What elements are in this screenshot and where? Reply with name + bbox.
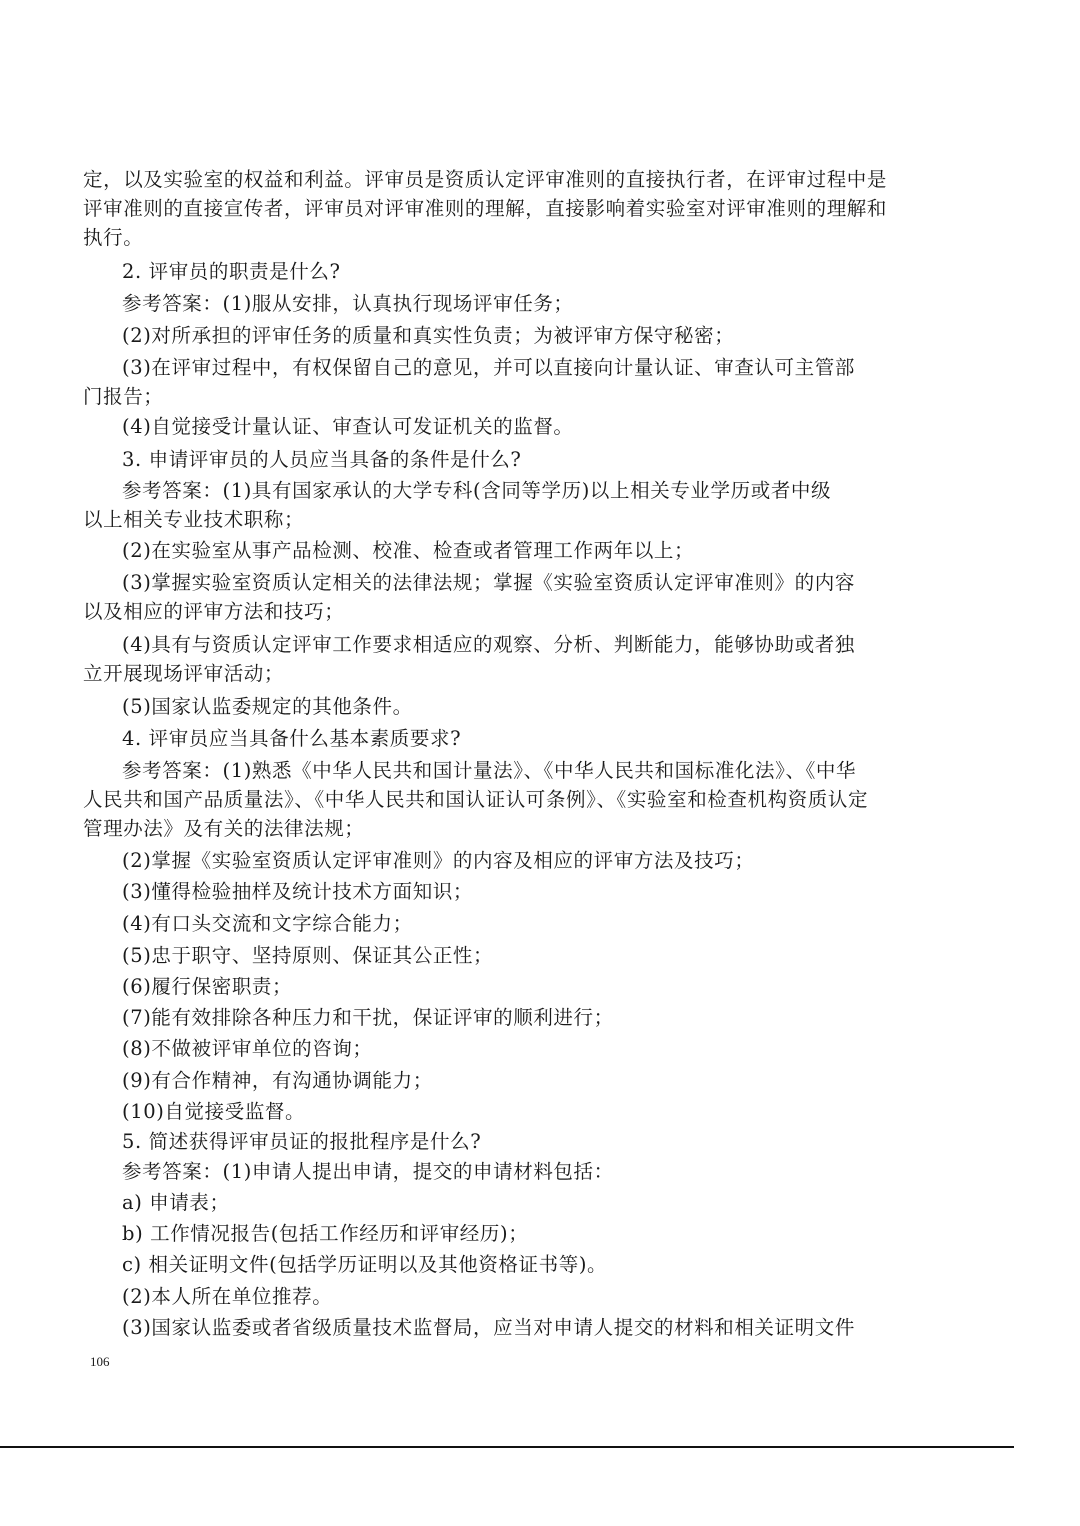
list-item: (9)有合作精神，有沟通协调能力； [122,1069,433,1092]
page-number: 106 [90,1354,110,1369]
list-item: (3)懂得检验抽样及统计技术方面知识； [122,880,474,903]
list-item: (4)有口头交流和文字综合能力； [122,912,413,935]
text-line: 人民共和国产品质量法》、《中华人民共和国认证认可条例》、《实验室和检查机构资质认定 [83,788,869,811]
text-line: 执行。 [83,226,144,249]
question-heading: 4. 评审员应当具备什么基本素质要求? [122,727,462,750]
list-item: (8)不做被评审单位的咨询； [122,1037,373,1060]
list-item: (6)履行保密职责； [122,975,293,998]
sub-item: b) 工作情况报告(包括工作经历和评审经历)； [122,1222,529,1245]
text-line: 立开展现场评审活动； [83,662,285,685]
list-item: (2)掌握《实验室资质认定评审准则》的内容及相应的评审方法及技巧； [122,849,755,872]
footer-divider [0,1446,1014,1448]
sub-item: a) 申请表； [122,1191,230,1214]
text-line: 定，以及实验室的权益和利益。评审员是资质认定评审准则的直接执行者，在评审过程中是 [83,168,888,191]
list-item: (2)对所承担的评审任务的质量和真实性负责；为被评审方保守秘密； [122,324,735,347]
list-item: (5)国家认监委规定的其他条件。 [122,695,413,718]
text-line: 以上相关专业技术职称； [83,508,305,531]
question-heading: 3. 申请评审员的人员应当具备的条件是什么? [122,448,522,471]
list-item: (3)在评审过程中，有权保留自己的意见，并可以直接向计量认证、审查认可主管部 [122,356,855,379]
list-item: (7)能有效排除各种压力和干扰，保证评审的顺利进行； [122,1006,614,1029]
list-item: (4)自觉接受计量认证、审查认可发证机关的监督。 [122,415,574,438]
question-heading: 5. 简述获得评审员证的报批程序是什么? [122,1130,482,1153]
text-line: 门报告； [83,385,164,408]
text-line: 管理办法》及有关的法律法规； [83,817,365,840]
text-line: 以及相应的评审方法和技巧； [83,600,345,623]
list-item: (5)忠于职守、坚持原则、保证其公正性； [122,944,494,967]
list-item: (3)国家认监委或者省级质量技术监督局，应当对申请人提交的材料和相关证明文件 [122,1316,855,1339]
answer-line: 参考答案：(1)服从安排，认真执行现场评审任务； [122,292,574,315]
list-item: (3)掌握实验室资质认定相关的法律法规；掌握《实验室资质认定评审准则》的内容 [122,571,855,594]
list-item: (2)在实验室从事产品检测、校准、检查或者管理工作两年以上； [122,539,695,562]
answer-line: 参考答案：(1)申请人提出申请，提交的申请材料包括： [122,1160,614,1183]
list-item: (4)具有与资质认定评审工作要求相适应的观察、分析、判断能力，能够协助或者独 [122,633,855,656]
list-item: (2)本人所在单位推荐。 [122,1285,333,1308]
list-item: (10)自觉接受监督。 [122,1100,306,1123]
sub-item: c) 相关证明文件(包括学历证明以及其他资格证书等)。 [122,1253,608,1276]
answer-line: 参考答案：(1)熟悉《中华人民共和国计量法》、《中华人民共和国标准化法》、《中华 [122,759,857,782]
answer-line: 参考答案：(1)具有国家承认的大学专科(含同等学历)以上相关专业学历或者中级 [122,479,832,502]
text-line: 评审准则的直接宣传者，评审员对评审准则的理解，直接影响着实验室对评审准则的理解和 [83,197,888,220]
question-heading: 2. 评审员的职责是什么? [122,260,341,283]
